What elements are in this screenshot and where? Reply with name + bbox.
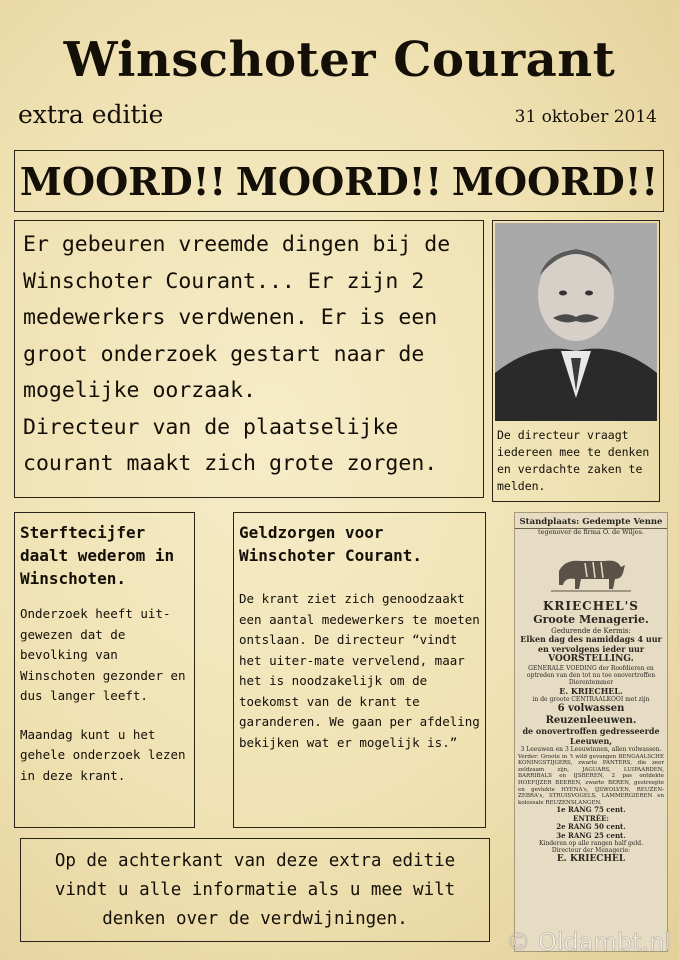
- ad-show: VOORSTELLING.: [548, 654, 634, 665]
- ad-director-label: Directeur der Menagerie:: [551, 847, 631, 855]
- footer-notice: Op de achterkant van deze extra editie vindt u alle informatie als u mee wilt denken over de verdwijningen.: [20, 838, 490, 942]
- lead-article: [14, 220, 484, 498]
- ad-lions-detail: 3 Leeuwen en 3 Leeuwinnen, allen volwassen.: [520, 746, 662, 754]
- ad-lions: 6 volwassen Reuzenleeuwen.: [545, 703, 637, 727]
- headline-word: MOORD!!: [451, 158, 659, 204]
- ad-during: Gedurende de Kermis:: [551, 626, 631, 635]
- article-money: [233, 512, 486, 828]
- lead-paragraph: Er gebeuren vreemde dingen bij de Winschoter Courant... Er zijn 2 medewerkers verdwenen. Er is een groot onderzoek gestart naar de mogelijke oorzaak.: [23, 232, 451, 403]
- director-photo-box: [492, 220, 660, 502]
- ad-opposite: tegenover de firma O. de Wiljes.: [537, 528, 645, 537]
- article-paragraph: Onderzoek heeft uit-gewezen dat de bevolking van Winschoten gezonder en dus langer leeft.: [20, 606, 186, 703]
- ad-daily: Elken dag des namiddags 4 uur en vervolgens ieder uur: [520, 633, 662, 654]
- ad-price-rank: 2e RANG 50 cent.: [556, 822, 626, 832]
- article-paragraph: Maandag kunt u het gehele onderzoek lezen in deze krant.: [20, 726, 186, 783]
- issue-date: 31 oktober 2014: [514, 107, 657, 127]
- menagerie-advertisement: [514, 512, 668, 952]
- ad-children: Kinderen op alle rangen half geld.: [538, 839, 644, 847]
- ad-description: GENERALE VOEDING der Roofdieren en optreden van den tot nu toe onovertroffen Dierentemmer: [526, 664, 656, 687]
- headline-word: MOORD!!: [19, 158, 227, 204]
- director-portrait-icon: [495, 223, 657, 421]
- ad-entree: ENTRÉE:: [572, 813, 609, 823]
- ad-company: KRIECHEL'S: [543, 598, 639, 613]
- ad-dressed: de onovertroffen gedresseerde Leeuwen,: [522, 726, 660, 746]
- ad-price-rank: 3e RANG 25 cent.: [556, 830, 626, 840]
- ad-title: Groote Menagerie.: [533, 613, 649, 627]
- lead-paragraph: Directeur van de plaatselijke courant maakt zich grote zorgen.: [23, 414, 438, 476]
- article-mortality: [14, 512, 195, 828]
- watermark: © Oldambt.nl: [506, 928, 671, 956]
- ad-animals: Verder: Groote in 't wild gevangen BENGAALSCHE KONINGSTIJGERS, zwarte PANTERS, die zeer zeldzaam zijn, JAGUARS, LUIPAARDEN, BARRIBALS en IJSBEREN, 2 pas ontdekte HOEFIJZER BEEREN, zwarte BEREN, gestreepte en gevlekte HYENA's, IJSWOLVEN, REUZEN-ZEBRA's, STRUISVOGELS, LAMMERGIEREN en kolossale REUZENSLANGEN.: [518, 753, 664, 806]
- masthead-title: Winschoter Courant: [63, 32, 616, 88]
- ad-description: in de groote CENTRAALKOOI met zijn: [532, 696, 650, 704]
- ad-director: E. KRIECHEL: [556, 854, 626, 865]
- headline-banner: [14, 150, 664, 212]
- edition-label: extra editie: [18, 100, 164, 129]
- article-title: Sterftecijfer daalt wederom in Winschoten.: [20, 523, 175, 588]
- headline-word: MOORD!!: [235, 158, 443, 204]
- photo-caption: De directeur vraagt iedereen mee te denken en verdachte zaken te melden.: [497, 428, 650, 493]
- director-photo: [495, 223, 657, 421]
- ad-tamer: E. KRIECHEL.: [559, 685, 623, 696]
- ad-location: Standplaats: Gedempte Venne: [515, 517, 667, 529]
- article-paragraph: De krant ziet zich genoodzaakt een aantal medewerkers te moeten ontslaan. De directeur “vindt het uiter-mate vervelend, maar het is noodzakelijk om de toekomst van de krant te garanderen. We gaan per afdeling bekijken wat er mogelijk is.”: [239, 591, 480, 750]
- tiger-icon: [551, 541, 631, 593]
- article-title: Geldzorgen voor Winschoter Courant.: [239, 523, 423, 565]
- ad-price-rank: 1e RANG 75 cent.: [556, 805, 626, 815]
